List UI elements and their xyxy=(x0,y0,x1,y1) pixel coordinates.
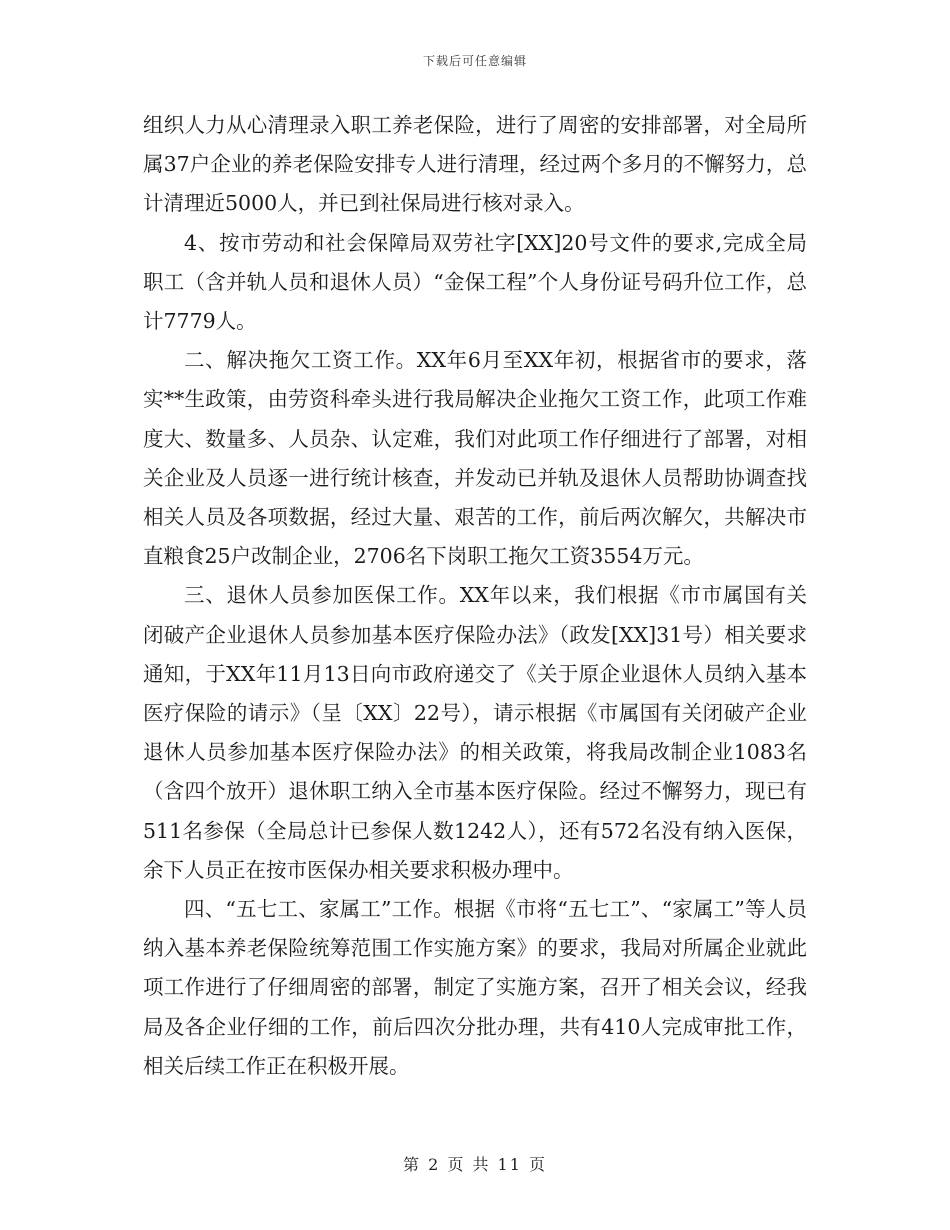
paragraph-continuation: 组织人力从心清理录入职工养老保险，进行了周密的安排部署，对全局所属37户企业的养老保险安排专人进行清理，经过两个多月的不懈努力，总计清理近5000人，并已到社保局进行核对录入。 xyxy=(143,113,807,216)
header-note: 下载后可任意编辑 xyxy=(422,54,527,68)
document-body xyxy=(143,106,807,1086)
paragraph-section-2: 二、解决拖欠工资工作。XX年6月至XX年初，根据省市的要求，落实**生政策，由劳资科牵头进行我局解决企业拖欠工资工作，此项工作难度大、数量多、人员杂、认定难，我们对此项工作仔细进行了部署，对相关企业及人员逐一进行统计核查，并发动已并轨及退休人员帮助协调查找相关人员及各项数据，经过大量、艰苦的工作，前后两次解欠，共解决市直粮食25户改制企业，2706名下岗职工拖欠工资3554万元。 xyxy=(143,348,807,569)
page-number-footer: 第 2 页 共 11 页 xyxy=(403,1155,547,1174)
paragraph-item-4: 4、按市劳动和社会保障局双劳社字[XX]20号文件的要求,完成全局职工（含并轨人员和退休人员）“金保工程”个人身份证号码升位工作，总计7779人。 xyxy=(143,230,807,334)
paragraph-section-3: 三、退休人员参加医保工作。XX年以来，我们根据《市市属国有关闭破产企业退休人员参加基本医疗保险办法》（政发[XX]31号）相关要求通知，于XX年11月13日向市政府递交了《关于原企业退休人员纳入基本医疗保险的请示》（呈〔XX〕22号），请示根据《市属国有关闭破产企业退休人员参加基本医疗保险办法》的相关政策，将我局改制企业1083名（含四个放开）退休职工纳入全市基本医疗保险。经过不懈努力，现已有511名参保（全局总计已参保人数1242人），还有572名没有纳入医保，余下人员正在按市医保办相关要求积极办理中。 xyxy=(143,583,807,882)
paragraph-section-4: 四、“五七工、家属工”工作。根据《市将“五七工”、“家属工”等人员纳入基本养老保险统筹范围工作实施方案》的要求，我局对所属企业就此项工作进行了仔细周密的部署，制定了实施方案，召开了相关会议，经我局及各企业仔细的工作，前后四次分批办理，共有410人完成审批工作，相关后续工作正在积极开展。 xyxy=(143,897,807,1078)
